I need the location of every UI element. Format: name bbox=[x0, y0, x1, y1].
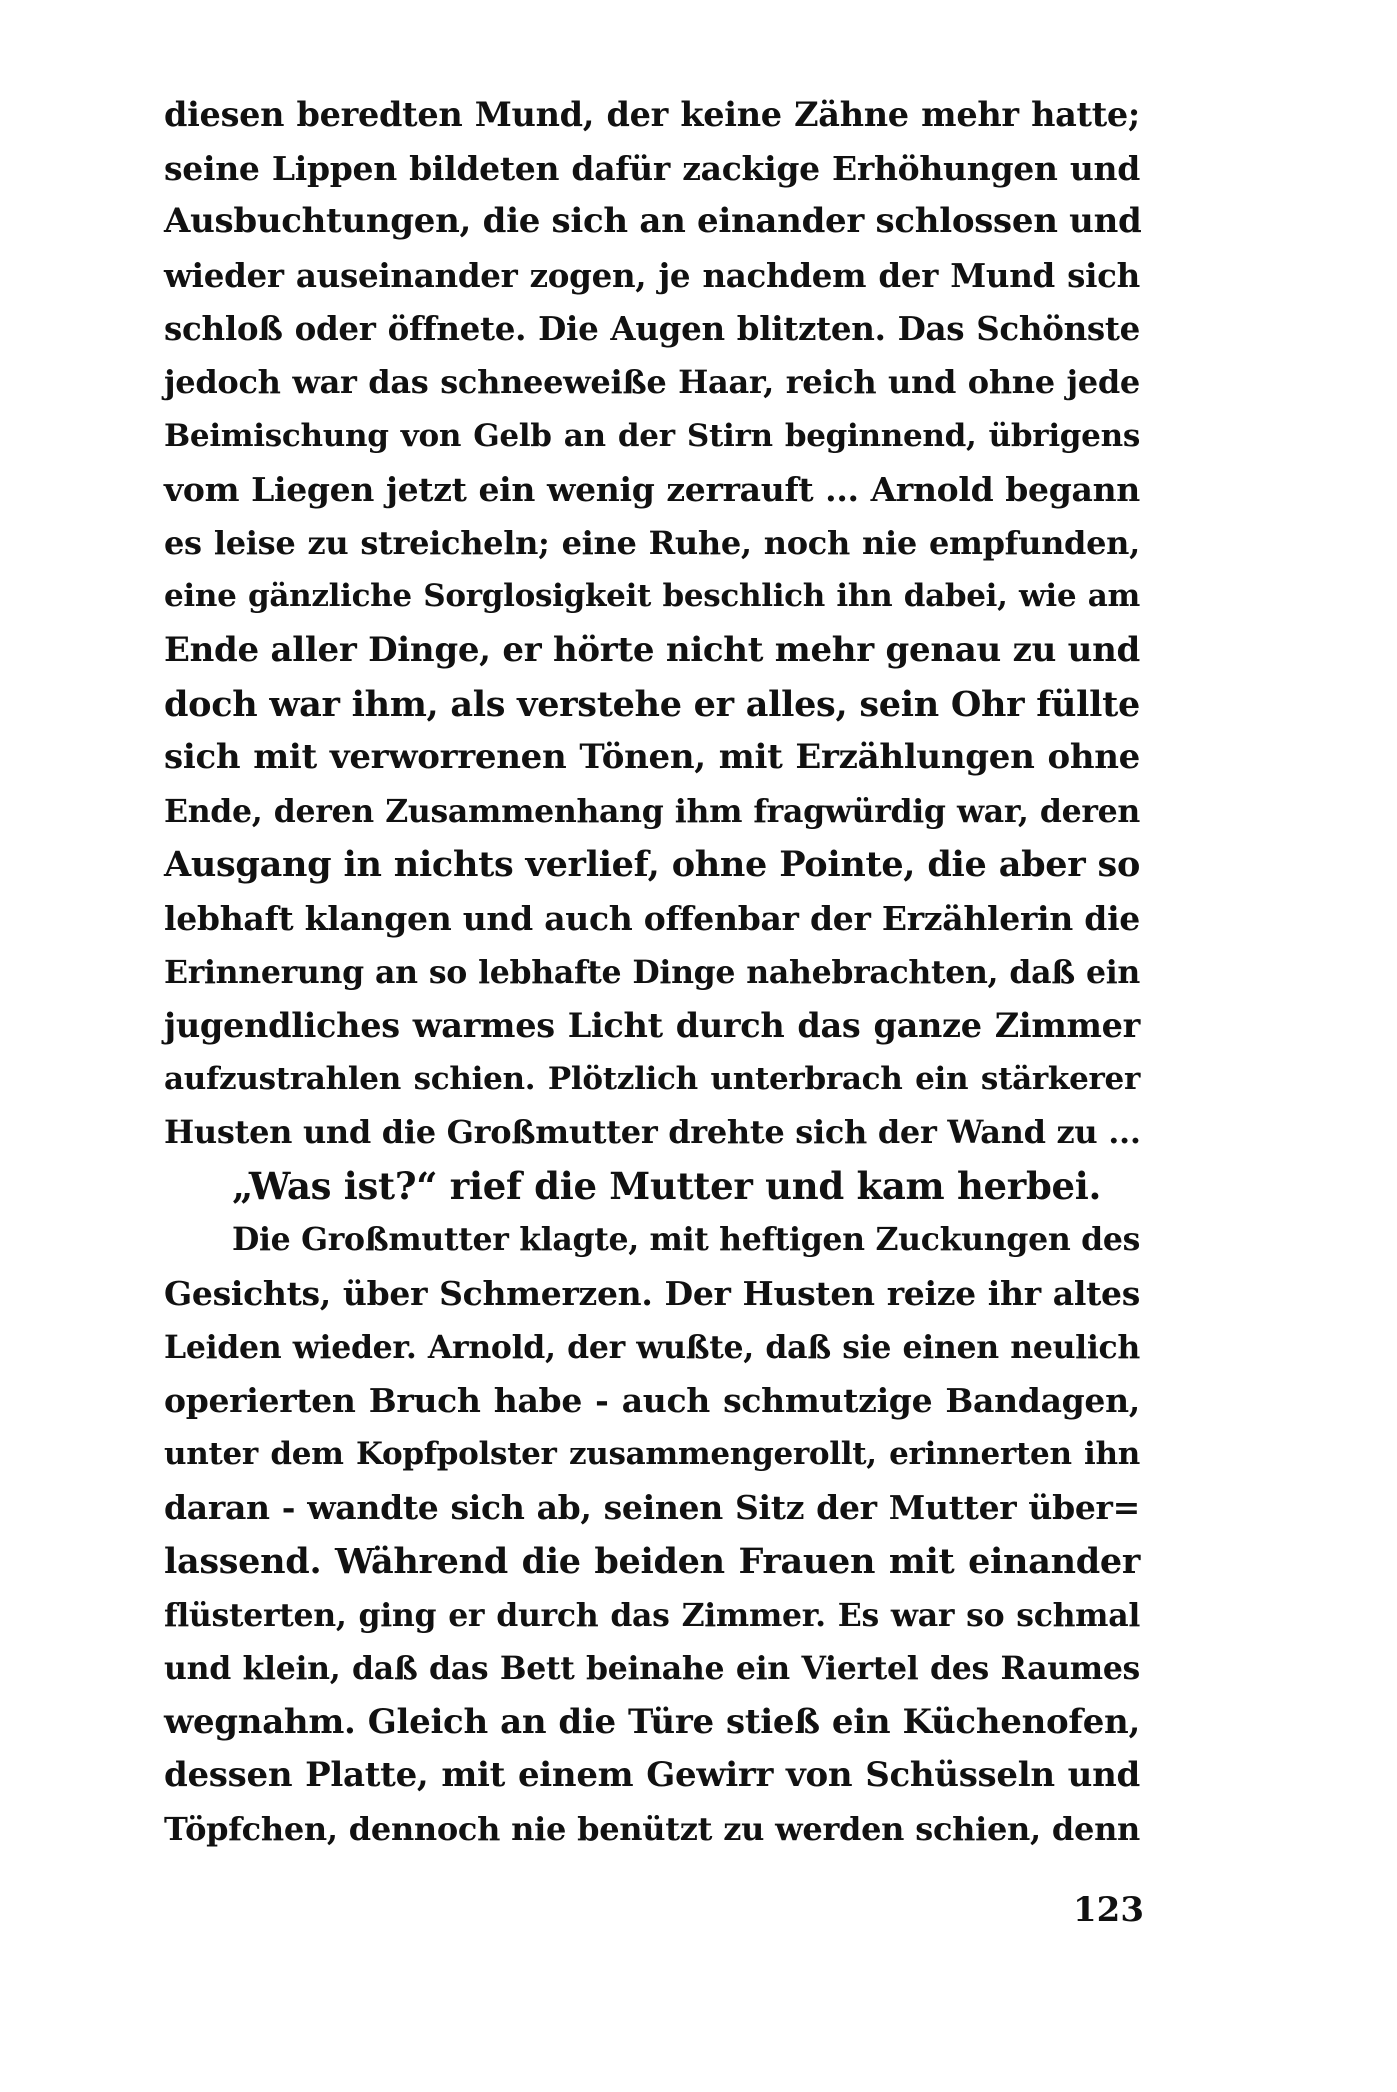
text-line: sich mit verworrenen Tönen, mit Erzählungen ohne bbox=[164, 737, 1140, 778]
text-line: jugendliches warmes Licht durch das ganze Zimmer bbox=[164, 1006, 1140, 1046]
text-line: eine gänzliche Sorglosigkeit beschlich ihn dabei, wie am bbox=[164, 578, 1140, 615]
text-line: wegnahm. Gleich an die Türe stieß ein Küchenofen, bbox=[164, 1701, 1140, 1742]
text-line: Beimischung von Gelb an der Stirn beginnend, übrigens bbox=[164, 417, 1140, 454]
text-line: Ende aller Dinge, er hörte nicht mehr genau zu und bbox=[164, 629, 1140, 670]
text-line: Leiden wieder. Arnold, der wußte, daß sie einen neulich bbox=[164, 1328, 1140, 1366]
text-line: wieder auseinander zogen, je nachdem der Mund sich bbox=[164, 255, 1140, 295]
text-line: daran - wandte sich ab, seinen Sitz der Mutter über= bbox=[164, 1488, 1140, 1528]
text-line: „Was ist?“ rief die Mutter und kam herbei. bbox=[232, 1163, 1102, 1208]
text-line: operierten Bruch habe - auch schmutzige Bandagen, bbox=[164, 1381, 1140, 1421]
text-line: unter dem Kopfpolster zusammengerollt, erinnerten ihn bbox=[164, 1435, 1140, 1472]
text-line: flüsterten, ging er durch das Zimmer. Es war so schmal bbox=[164, 1596, 1140, 1634]
text-line: Töpfchen, dennoch nie benützt zu werden schien, denn bbox=[164, 1810, 1140, 1848]
body-text bbox=[164, 88, 1140, 1857]
text-line: Gesichts, über Schmerzen. Der Husten reize ihr altes bbox=[164, 1274, 1140, 1314]
text-line: schloß oder öffnete. Die Augen blitzten. Das Schönste bbox=[164, 309, 1140, 349]
page-number: 123 bbox=[1073, 1890, 1144, 1930]
text-line: Ausbuchtungen, die sich an einander schlossen und bbox=[164, 201, 1142, 242]
text-line: Erinnerung an so lebhafte Dinge nahebrachten, daß ein bbox=[164, 953, 1140, 991]
text-line: und klein, daß das Bett beinahe ein Viertel des Raumes bbox=[164, 1650, 1140, 1688]
text-line: doch war ihm, als verstehe er alles, sein Ohr füllte bbox=[164, 683, 1140, 725]
text-line: aufzustrahlen schien. Plötzlich unterbrach ein stärkerer bbox=[164, 1060, 1140, 1097]
text-line: lassend. Während die beiden Frauen mit einander bbox=[164, 1541, 1140, 1583]
text-line: lebhaft klangen und auch offenbar der Erzählerin die bbox=[164, 898, 1140, 938]
text-line: Husten und die Großmutter drehte sich der Wand zu ... bbox=[164, 1113, 1141, 1152]
text-line: diesen beredten Mund, der keine Zähne mehr hatte; bbox=[164, 95, 1140, 134]
text-line: es leise zu streicheln; eine Ruhe, noch nie empfunden, bbox=[164, 523, 1140, 562]
text-line: seine Lippen bildeten dafür zackige Erhöhungen und bbox=[164, 148, 1140, 188]
text-line: dessen Platte, mit einem Gewirr von Schüsseln und bbox=[164, 1755, 1140, 1796]
text-line: vom Liegen jetzt ein wenig zerrauft ... Arnold begann bbox=[164, 470, 1140, 510]
text-line: jedoch war das schneeweiße Haar, reich und ohne jede bbox=[164, 362, 1140, 401]
text-line: Ausgang in nichts verlief, ohne Pointe, die aber so bbox=[164, 844, 1140, 886]
text-line: Die Großmutter klagte, mit heftigen Zuckungen des bbox=[232, 1221, 1140, 1259]
text-line: Ende, deren Zusammenhang ihm fragwürdig war, deren bbox=[164, 792, 1140, 830]
